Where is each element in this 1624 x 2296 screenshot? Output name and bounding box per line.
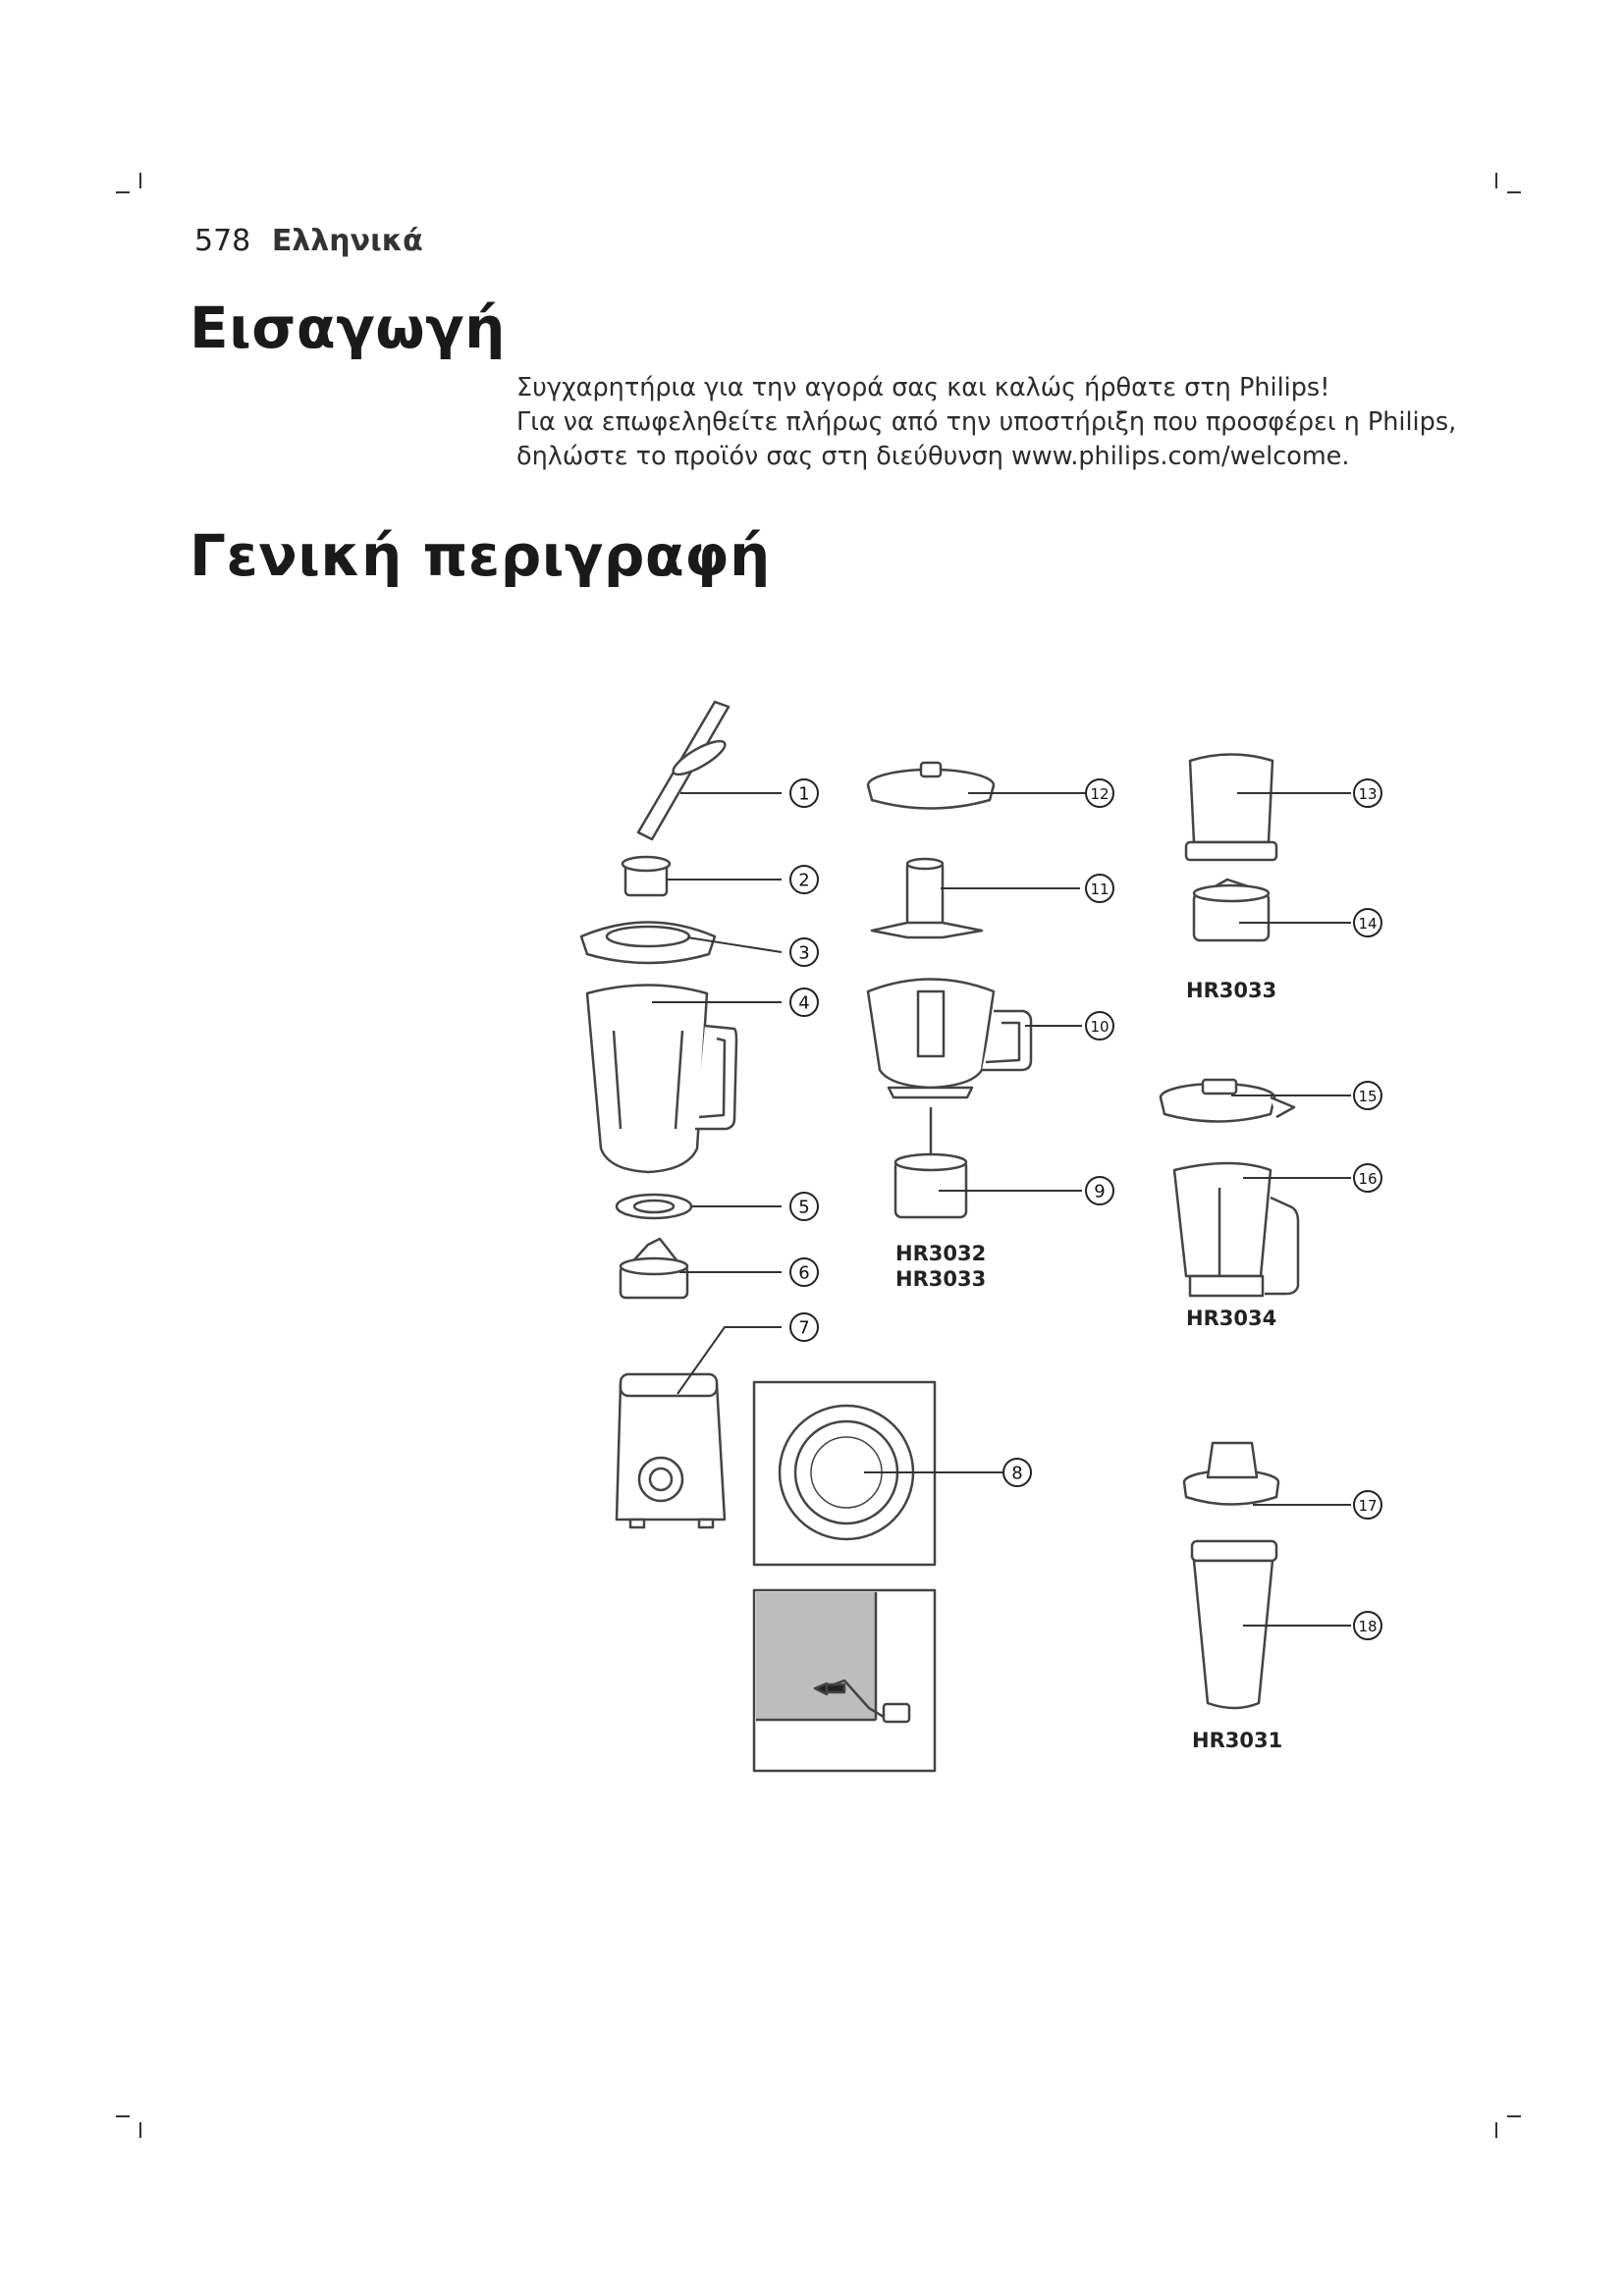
intro-line-1: Συγχαρητήρια για την αγορά σας και καλώς ήρθατε στη Philips! [516,373,1330,402]
callout-12: 12 [1090,785,1110,803]
callout-5: 5 [798,1197,810,1218]
callout-18: 18 [1358,1618,1378,1635]
chopper-blade-part [872,859,982,937]
callout-7: 7 [798,1317,810,1339]
sealing-ring-part [617,1195,691,1218]
callout-13: 13 [1358,785,1378,803]
blender-jar-part [587,986,736,1173]
model-label-hr3031: HR3031 [1192,1729,1283,1752]
callout-1: 1 [798,783,810,805]
callout-8: 8 [1011,1463,1023,1484]
large-jar-part [1174,1163,1298,1296]
callout-6: 6 [798,1262,810,1284]
model-label-hr3032: HR3032 [895,1242,987,1265]
callout-16: 16 [1358,1170,1378,1188]
grinder-blade-part [1194,880,1269,940]
chopper-bowl-part [868,980,1031,1098]
intro-line-2: Για να επωφεληθείτε πλήρως από την υποστήριξη που προσφέρει η Philips, [516,407,1457,437]
chopper-spindle-part [895,1107,966,1217]
measuring-cup-part [623,857,670,895]
callout-3: 3 [798,942,810,964]
callout-10: 10 [1090,1018,1110,1036]
general-description-heading: Γενική περιγραφή [189,522,771,589]
cord-storage-detail [754,1590,935,1771]
callout-2: 2 [798,870,810,891]
model-label-hr3033-chopper: HR3033 [895,1267,987,1291]
callout-15: 15 [1358,1088,1378,1105]
callout-17: 17 [1358,1497,1378,1515]
page-number: 578 [194,224,251,258]
callout-9: 9 [1094,1181,1106,1202]
motor-unit-part [617,1374,725,1527]
callout-4: 4 [798,992,810,1014]
page-language: Ελληνικά [271,224,423,258]
large-jar-lid-part [1161,1080,1294,1122]
grinder-cup-part [1186,755,1276,861]
blade-unit-part [621,1239,687,1298]
jar-lid-part [581,923,715,964]
intro-heading: Εισαγωγή [189,294,506,361]
model-label-hr3034: HR3034 [1186,1307,1277,1330]
intro-line-3: δηλώστε το προϊόν σας στη διεύθυνση www.philips.com/welcome. [516,442,1350,471]
tamper-part [638,702,729,839]
model-label-hr3033-grinder: HR3033 [1186,979,1277,1002]
callout-14: 14 [1358,915,1378,933]
callout-11: 11 [1090,881,1110,898]
chopper-lid-part [868,763,994,809]
bottle-lid-part [1184,1443,1278,1505]
